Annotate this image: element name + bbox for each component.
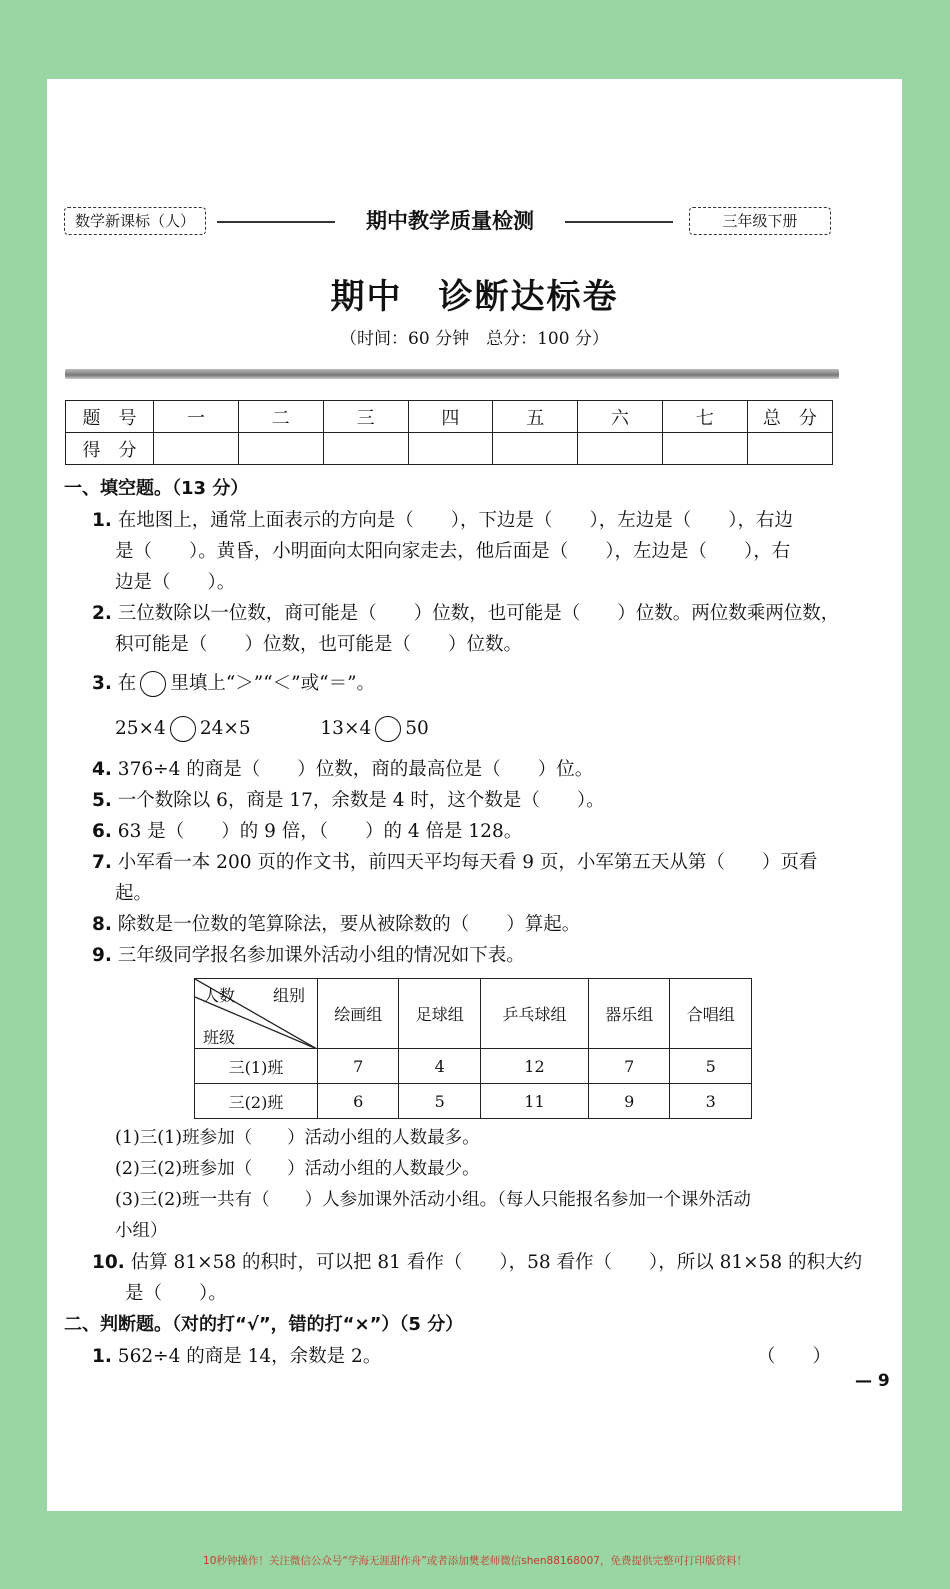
q3-expr2-right: 50 bbox=[405, 718, 429, 739]
score-header-2: 二 bbox=[238, 401, 323, 433]
section2-title: 二、判断题。（对的打“√”，错的打“×”）（5 分） bbox=[64, 1314, 464, 1335]
time-score-info: （时间：60 分钟 总分：100 分） bbox=[340, 329, 609, 349]
activity-table bbox=[194, 978, 752, 1119]
activity-cell: 12 bbox=[480, 1049, 588, 1084]
q9-sub2: (2)三(2)班参加（ ）活动小组的人数最少。 bbox=[115, 1159, 480, 1179]
q9-sub1: (1)三(1)班参加（ ）活动小组的人数最多。 bbox=[115, 1128, 480, 1148]
activity-row-label: 三(1)班 bbox=[195, 1049, 318, 1084]
q4-text: 376÷4 的商是（ ）位数，商的最高位是（ ）位。 bbox=[117, 759, 594, 780]
q9-sub3-line2: 小组） bbox=[115, 1221, 168, 1241]
activity-header-4: 器乐组 bbox=[589, 979, 670, 1049]
q10-line2: 是（ ）。 bbox=[125, 1283, 227, 1304]
q6-number: 6. bbox=[92, 821, 112, 842]
question-8 bbox=[92, 913, 580, 937]
page-number: — 9 bbox=[855, 1371, 890, 1391]
q6-text: 63 是（ ）的 9 倍，（ ）的 4 倍是 128。 bbox=[117, 821, 523, 842]
q2-number: 2. bbox=[92, 603, 112, 624]
activity-cell: 5 bbox=[670, 1049, 752, 1084]
q2-line2: 积可能是（ ）位数，也可能是（ ）位数。 bbox=[115, 634, 523, 655]
score-cell-7[interactable] bbox=[662, 433, 747, 465]
score-cell-8[interactable] bbox=[747, 433, 832, 465]
score-cell-3[interactable] bbox=[323, 433, 408, 465]
q1-line1: 在地图上，通常上面表示的方向是（ ），下边是（ ），左边是（ ），右边 bbox=[117, 510, 794, 531]
question-4 bbox=[92, 758, 593, 782]
corner-group: 组别 bbox=[273, 986, 306, 1005]
activity-header-1: 绘画组 bbox=[318, 979, 399, 1049]
question-1 bbox=[92, 509, 793, 533]
q7-number: 7. bbox=[92, 852, 112, 873]
q8-number: 8. bbox=[92, 914, 112, 935]
q9-text: 三年级同学报名参加课外活动小组的情况如下表。 bbox=[117, 945, 525, 966]
q1-line2: 是（ ）。黄昏，小明面向太阳向家走去，他后面是（ ），左边是（ ），右 bbox=[115, 541, 791, 562]
activity-header-2: 足球组 bbox=[399, 979, 480, 1049]
question-10 bbox=[92, 1251, 862, 1275]
score-header-label: 题 号 bbox=[66, 401, 154, 433]
score-table bbox=[65, 400, 833, 465]
section1-title: 一、填空题。（13 分） bbox=[64, 478, 249, 499]
q2-line1: 三位数除以一位数，商可能是（ ）位数，也可能是（ ）位数。两位数乘两位数， bbox=[117, 603, 840, 624]
score-header-6: 六 bbox=[578, 401, 663, 433]
q3-number: 3. bbox=[92, 673, 112, 694]
activity-cell: 4 bbox=[399, 1049, 480, 1084]
promo-footer: 10秒钟操作！关注微信公众号“学海无涯甜作舟”或者添加樊老师微信shen88168007，免费提供完整可打印版资料！ bbox=[203, 1555, 747, 1567]
question-7 bbox=[92, 851, 817, 875]
score-header-3: 三 bbox=[323, 401, 408, 433]
corner-class: 班级 bbox=[203, 1028, 236, 1047]
header-rule-left bbox=[217, 221, 335, 223]
q9-number: 9. bbox=[92, 945, 112, 966]
grade-tag: 三年级下册 bbox=[689, 207, 831, 235]
q5-text: 一个数除以 6，商是 17，余数是 4 时，这个数是（ ）。 bbox=[117, 790, 605, 811]
score-header-1: 一 bbox=[154, 401, 239, 433]
score-header-7: 七 bbox=[662, 401, 747, 433]
q8-text: 除数是一位数的笔算除法，要从被除数的（ ）算起。 bbox=[117, 914, 581, 935]
activity-cell: 3 bbox=[670, 1084, 752, 1119]
score-header-5: 五 bbox=[493, 401, 578, 433]
j1-number: 1. bbox=[92, 1346, 112, 1367]
q10-number: 10. bbox=[92, 1252, 125, 1273]
q3-post: 里填上“＞”“＜”或“＝”。 bbox=[170, 673, 376, 694]
activity-header-5: 合唱组 bbox=[670, 979, 752, 1049]
q4-number: 4. bbox=[92, 759, 112, 780]
score-cell-6[interactable] bbox=[578, 433, 663, 465]
q1-number: 1. bbox=[92, 510, 112, 531]
activity-cell: 5 bbox=[399, 1084, 480, 1119]
compare-circle-2[interactable] bbox=[375, 716, 401, 742]
q3-expressions bbox=[115, 716, 429, 742]
header-title: 期中教学质量检测 bbox=[366, 209, 534, 233]
table-corner-cell bbox=[195, 979, 318, 1049]
corner-people: 人数 bbox=[203, 986, 236, 1005]
question-3 bbox=[92, 671, 375, 697]
q9-sub3-line1: (3)三(2)班一共有（ ）人参加课外活动小组。（每人只能报名参加一个课外活动 bbox=[115, 1190, 751, 1210]
score-cell-5[interactable] bbox=[493, 433, 578, 465]
activity-table-wrap bbox=[194, 978, 752, 1118]
header-rule-right bbox=[565, 221, 673, 223]
score-row-label: 得 分 bbox=[66, 433, 154, 465]
j1-answer-paren[interactable]: （ ） bbox=[757, 1346, 832, 1367]
page-title: 期中 诊断达标卷 bbox=[330, 277, 619, 317]
activity-cell: 6 bbox=[318, 1084, 399, 1119]
q10-line1: 估算 81×58 的积时，可以把 81 看作（ ），58 看作（ ），所以 81×58 的积大约 bbox=[130, 1252, 863, 1273]
q5-number: 5. bbox=[92, 790, 112, 811]
q3-expr2-left: 13×4 bbox=[320, 718, 372, 739]
score-header-total: 总 分 bbox=[747, 401, 832, 433]
j1-text: 562÷4 的商是 14，余数是 2。 bbox=[117, 1346, 382, 1367]
judge-question-1 bbox=[92, 1345, 381, 1369]
activity-header-3: 乒乓球组 bbox=[480, 979, 588, 1049]
question-5 bbox=[92, 789, 605, 813]
activity-cell: 7 bbox=[318, 1049, 399, 1084]
score-cell-1[interactable] bbox=[154, 433, 239, 465]
score-cell-2[interactable] bbox=[238, 433, 323, 465]
activity-cell: 11 bbox=[480, 1084, 588, 1119]
question-2 bbox=[92, 602, 839, 626]
compare-circle-1[interactable] bbox=[170, 716, 196, 742]
activity-cell: 9 bbox=[589, 1084, 670, 1119]
divider-bar bbox=[65, 369, 839, 379]
q3-pre: 在 bbox=[117, 673, 137, 694]
q7-line2: 起。 bbox=[115, 883, 153, 904]
question-6 bbox=[92, 820, 522, 844]
subject-tag: 数学新课标（人） bbox=[64, 207, 206, 235]
activity-row-label: 三(2)班 bbox=[195, 1084, 318, 1119]
question-9 bbox=[92, 944, 525, 968]
q1-line3: 边是（ ）。 bbox=[115, 572, 236, 593]
score-header-4: 四 bbox=[408, 401, 493, 433]
q7-line1: 小军看一本 200 页的作文书，前四天平均每天看 9 页，小军第五天从第（ ）页看 bbox=[117, 852, 818, 873]
score-cell-4[interactable] bbox=[408, 433, 493, 465]
q3-expr1-right: 24×5 bbox=[199, 718, 251, 739]
q3-expr1-left: 25×4 bbox=[115, 718, 166, 739]
activity-cell: 7 bbox=[589, 1049, 670, 1084]
exam-paper bbox=[47, 79, 902, 1511]
compare-circle-icon bbox=[140, 671, 166, 697]
